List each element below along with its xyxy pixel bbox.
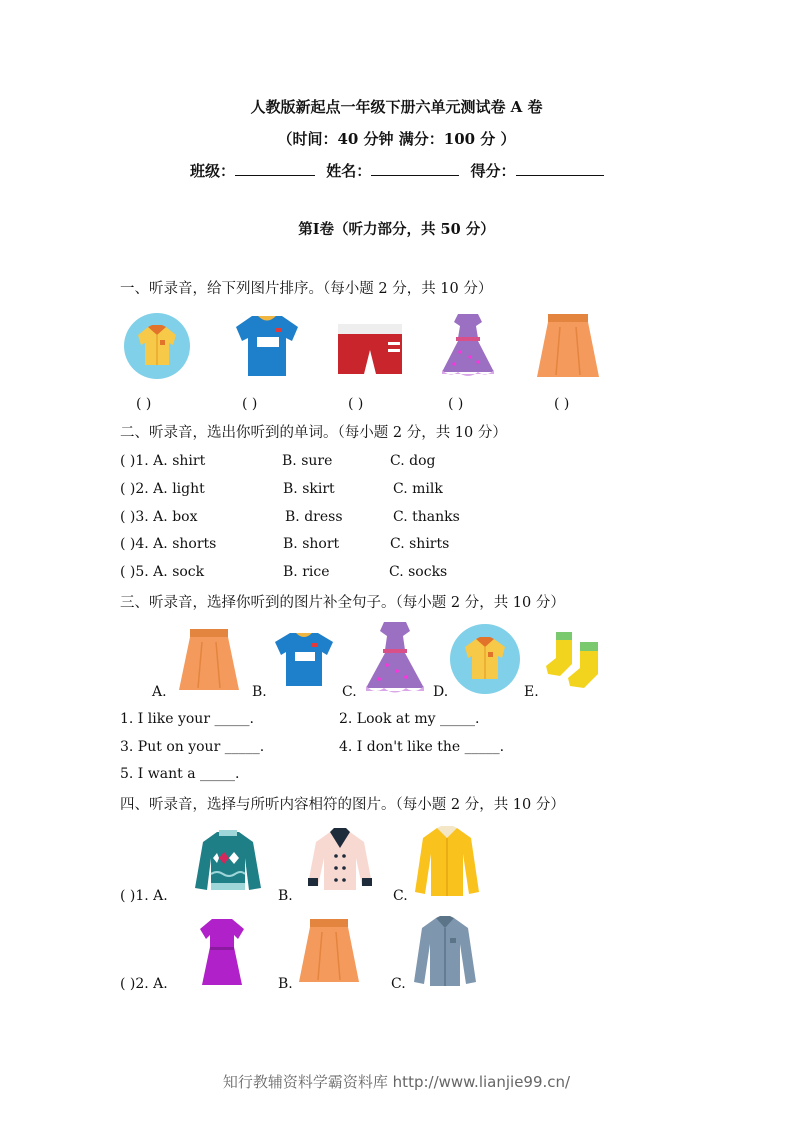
s3-socks-image xyxy=(542,630,610,690)
s4-q1-sweater-image xyxy=(193,828,263,894)
answer-bracket-2[interactable]: ( ) xyxy=(242,396,258,412)
s2-q3-c: C. thanks xyxy=(393,509,460,525)
name-label: 姓名： xyxy=(326,162,372,180)
s2-q3-b: B. dress xyxy=(285,509,343,525)
answer-bracket-1[interactable]: ( ) xyxy=(136,396,152,412)
class-label: 班级： xyxy=(190,162,236,180)
s2-q5-c: C. socks xyxy=(389,564,448,580)
name-blank[interactable] xyxy=(371,162,459,176)
s2-q2-a: ( )2. A. light xyxy=(120,481,205,497)
s2-q1-b: B. sure xyxy=(282,453,333,469)
shorts-image xyxy=(336,322,404,376)
s3-tshirt-image xyxy=(272,630,336,688)
s4-q1-a: ( )1. A. xyxy=(120,888,168,904)
s3-shirt-in-circle-image xyxy=(450,624,522,696)
page-title: 人教版新起点一年级下册六单元测试卷 A 卷 xyxy=(250,98,543,116)
footer-link[interactable]: 知行教辅资料学霸资料库 http://www.lianjie99.cn/ xyxy=(222,1073,571,1091)
dress-image xyxy=(438,312,498,380)
s4-q2-shirt-image xyxy=(412,916,478,988)
s4-q1-coat-image xyxy=(306,828,374,894)
s4-q2-a: ( )2. A. xyxy=(120,976,168,992)
s4-q2-b: B. xyxy=(278,976,293,992)
s3-label-b: B. xyxy=(252,684,267,700)
s2-q2-c: C. milk xyxy=(393,481,443,497)
s4-q1-c: C. xyxy=(393,888,408,904)
s4-q2-skirt-image xyxy=(298,918,360,984)
s3-label-a: A. xyxy=(152,684,167,700)
s3-sentence-3: 3. Put on your _____. xyxy=(120,739,265,755)
s2-q2-b: B. skirt xyxy=(283,481,335,497)
s3-sentence-1: 1. I like your _____. xyxy=(120,711,254,727)
s2-q4-a: ( )4. A. shorts xyxy=(120,536,217,552)
s2-q3-a: ( )3. A. box xyxy=(120,509,198,525)
page-subtitle: （时间：40 分钟 满分：100 分 ） xyxy=(277,130,516,148)
answer-bracket-3[interactable]: ( ) xyxy=(348,396,364,412)
s4-q2-dress-image xyxy=(198,917,246,987)
shirt-in-circle-image xyxy=(124,313,194,383)
s2-q5-b: B. rice xyxy=(283,564,330,580)
class-blank[interactable] xyxy=(235,162,315,176)
tshirt-image xyxy=(232,313,302,379)
score-blank[interactable] xyxy=(516,162,604,176)
answer-bracket-4[interactable]: ( ) xyxy=(448,396,464,412)
answer-bracket-5[interactable]: ( ) xyxy=(554,396,570,412)
s3-skirt-image xyxy=(178,628,240,692)
s2-q5-a: ( )5. A. sock xyxy=(120,564,205,580)
score-label: 得分： xyxy=(470,162,516,180)
s3-sentence-4: 4. I don't like the _____. xyxy=(339,739,505,755)
s4-q1-b: B. xyxy=(278,888,293,904)
section4-heading: 四、听录音，选择与所听内容相符的图片。（每小题 2 分，共 10 分） xyxy=(120,797,565,813)
section3-heading: 三、听录音，选择你听到的图片补全句子。（每小题 2 分，共 10 分） xyxy=(120,595,565,611)
s3-sentence-5: 5. I want a _____. xyxy=(120,766,240,782)
s3-dress-image xyxy=(362,620,428,698)
s2-q1-c: C. dog xyxy=(390,453,436,469)
s4-q2-c: C. xyxy=(391,976,406,992)
section1-heading: 一、听录音，给下列图片排序。（每小题 2 分，共 10 分） xyxy=(120,281,493,297)
s2-q4-c: C. shirts xyxy=(390,536,450,552)
s3-label-c: C. xyxy=(342,684,357,700)
s2-q1-a: ( )1. A. shirt xyxy=(120,453,206,469)
part1-title: 第I卷（听力部分，共 50 分） xyxy=(298,221,495,238)
s2-q4-b: B. short xyxy=(283,536,340,552)
s3-sentence-2: 2. Look at my _____. xyxy=(339,711,480,727)
s4-q1-jacket-image xyxy=(413,826,481,898)
s3-label-e: E. xyxy=(524,684,539,700)
skirt-image xyxy=(536,313,600,379)
s3-label-d: D. xyxy=(433,684,449,700)
student-info-line xyxy=(190,160,604,181)
section2-heading: 二、听录音，选出你听到的单词。（每小题 2 分，共 10 分） xyxy=(120,425,507,441)
